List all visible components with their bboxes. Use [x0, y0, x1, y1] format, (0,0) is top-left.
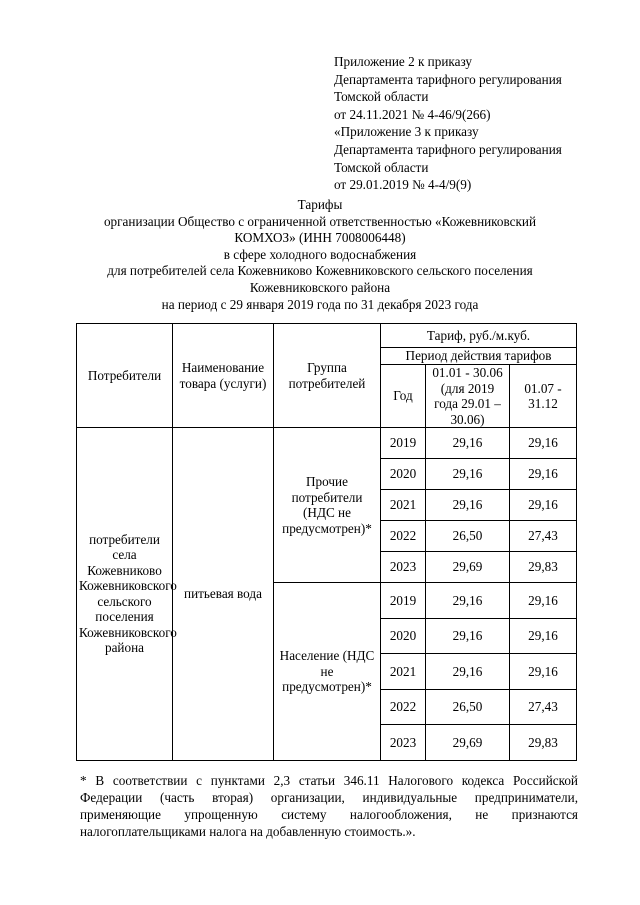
- title-line: Кожевниковского района: [249, 279, 391, 295]
- header-year: Год: [381, 365, 426, 428]
- document-title: [40, 197, 600, 313]
- appendix-header: [334, 53, 562, 194]
- tariff-first-half-cell: 29,16: [426, 490, 510, 521]
- footnote-line: Федерации (часть вторая) организации, индивидуальные предприниматели,: [80, 790, 578, 805]
- footnote-line: применяющие упрощенную систему налогообложения, не признаются: [80, 807, 578, 822]
- tariff-first-half-cell: 29,16: [426, 459, 510, 490]
- year-cell: 2021: [381, 654, 426, 690]
- year-cell: 2020: [381, 459, 426, 490]
- footnote-line: * В соответствии с пунктами 2,3 статьи 346.11 Налогового кодекса Российской: [80, 773, 578, 788]
- tariff-first-half-cell: 26,50: [426, 521, 510, 552]
- appendix-line: Департамента тарифного регулирования: [334, 141, 562, 157]
- year-cell: 2020: [381, 618, 426, 654]
- tariff-first-half-cell: 29,69: [426, 725, 510, 761]
- year-cell: 2019: [381, 428, 426, 459]
- header-product: Наименование товара (услуги): [173, 324, 274, 428]
- tariff-second-half-cell: 29,83: [510, 552, 577, 583]
- appendix-line: от 29.01.2019 № 4-4/9(9): [334, 177, 472, 193]
- tariff-second-half-cell: 29,16: [510, 618, 577, 654]
- footnote: [80, 772, 578, 840]
- table-row: [77, 428, 577, 459]
- tariff-table: [76, 323, 577, 761]
- tariff-second-half-cell: 27,43: [510, 689, 577, 725]
- group-cell: Прочие потребители (НДС не предусмотрен)*: [274, 428, 381, 583]
- year-cell: 2022: [381, 689, 426, 725]
- year-cell: 2022: [381, 521, 426, 552]
- header-first-half: 01.01 - 30.06 (для 2019 года 29.01 – 30.06): [426, 365, 510, 428]
- tariff-second-half-cell: 27,43: [510, 521, 577, 552]
- tariff-first-half-cell: 29,16: [426, 618, 510, 654]
- footnote-line: налогоплательщиками налога на добавленную стоимость.».: [80, 824, 416, 839]
- tariff-second-half-cell: 29,16: [510, 583, 577, 619]
- appendix-line: «Приложение 3 к приказу: [334, 124, 479, 140]
- product-cell: питьевая вода: [173, 428, 274, 761]
- title-line: на период с 29 января 2019 года по 31 декабря 2023 года: [161, 296, 479, 312]
- year-cell: 2023: [381, 725, 426, 761]
- tariff-first-half-cell: 29,16: [426, 428, 510, 459]
- appendix-line: Томской области: [334, 159, 429, 175]
- title-line: в сфере холодного водоснабжения: [223, 246, 417, 262]
- header-consumers: Потребители: [77, 324, 173, 428]
- tariff-second-half-cell: 29,16: [510, 654, 577, 690]
- header-period: Период действия тарифов: [381, 348, 577, 365]
- tariff-first-half-cell: 29,69: [426, 552, 510, 583]
- appendix-line: Приложение 2 к приказу: [334, 54, 472, 69]
- tariff-first-half-cell: 29,16: [426, 583, 510, 619]
- tariff-second-half-cell: 29,83: [510, 725, 577, 761]
- header-second-half: 01.07 - 31.12: [510, 365, 577, 428]
- header-tariff: Тариф, руб./м.куб.: [381, 324, 577, 348]
- year-cell: 2021: [381, 490, 426, 521]
- appendix-line: от 24.11.2021 № 4-46/9(266): [334, 106, 491, 122]
- title-line: организации Общество с ограниченной ответственностью «Кожевниковский: [103, 213, 537, 229]
- tariff-first-half-cell: 26,50: [426, 689, 510, 725]
- tariff-first-half-cell: 29,16: [426, 654, 510, 690]
- tariff-second-half-cell: 29,16: [510, 428, 577, 459]
- title-line: КОМХОЗ» (ИНН 7008006448): [234, 230, 406, 246]
- appendix-line: Томской области: [334, 89, 429, 105]
- consumer-cell: потребители села Кожевниково Кожевниковского сельского поселения Кожевниковского района: [77, 428, 173, 761]
- title-line: Тарифы: [297, 197, 343, 212]
- tariff-second-half-cell: 29,16: [510, 490, 577, 521]
- year-cell: 2023: [381, 552, 426, 583]
- year-cell: 2019: [381, 583, 426, 619]
- title-line: для потребителей села Кожевниково Кожевниковского сельского поселения: [107, 263, 533, 279]
- group-cell: Население (НДС не предусмотрен)*: [274, 583, 381, 761]
- appendix-line: Департамента тарифного регулирования: [334, 71, 562, 87]
- tariff-second-half-cell: 29,16: [510, 459, 577, 490]
- header-group: Группа потребителей: [274, 324, 381, 428]
